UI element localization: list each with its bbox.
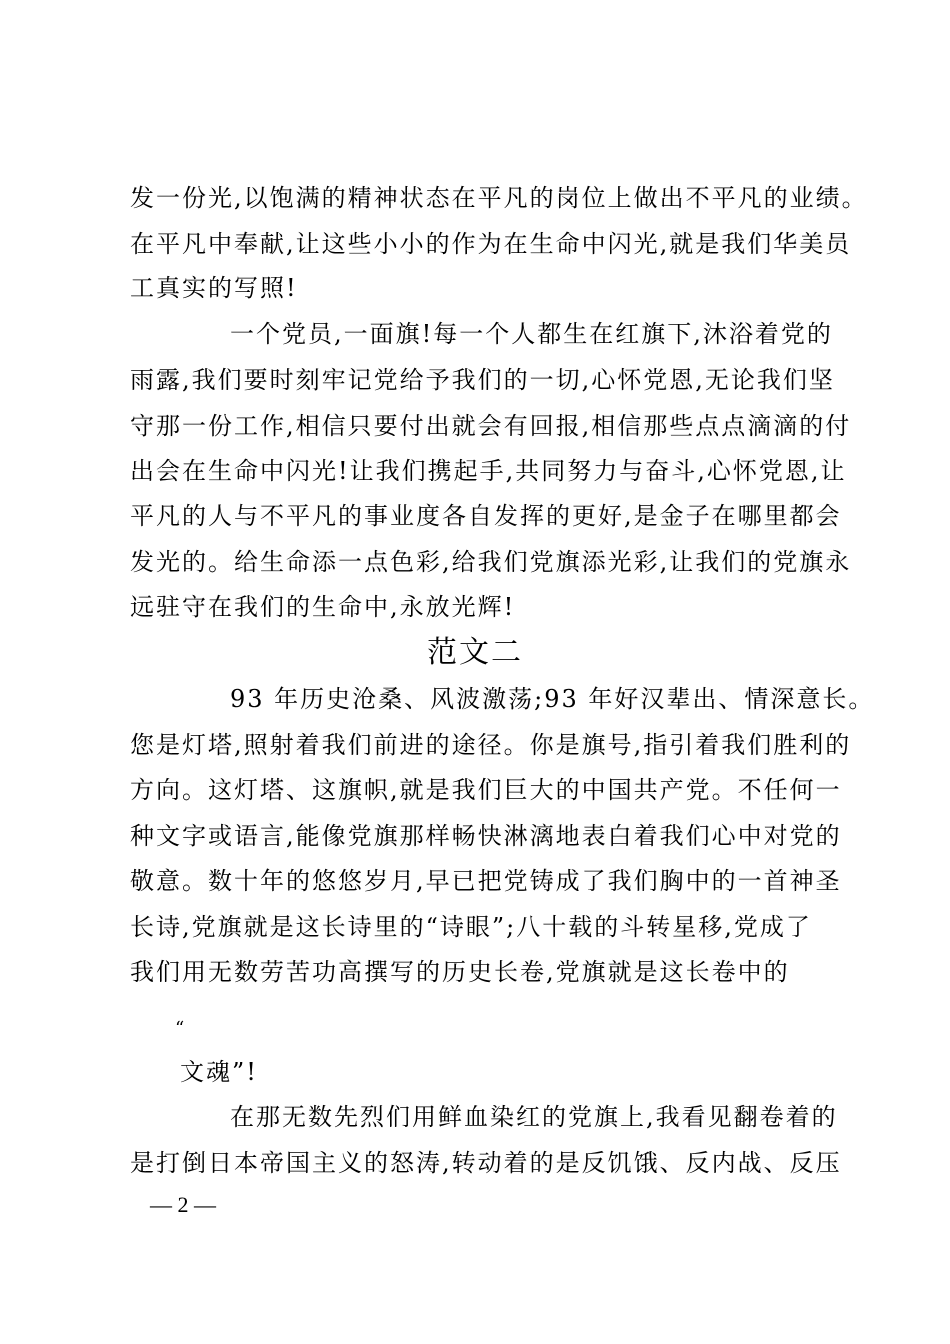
paragraph-3-line-3: 方向。这灯塔、这旗帜,就是我们巨大的中国共产党。不任何一 (130, 776, 842, 804)
paragraph-2-line-6: 发光的。给生命添一点色彩,给我们党旗添光彩,让我们的党旗永 (130, 548, 852, 576)
paragraph-3-line-4: 种文字或语言,能像党旗那样畅快淋漓地表白着我们心中对党的 (130, 822, 842, 850)
paragraph-3-line-5: 敬意。数十年的悠悠岁月,早已把党铸成了我们胸中的一首神圣 (130, 867, 842, 895)
paragraph-2-line-7: 远驻守在我们的生命中,永放光辉! (130, 593, 516, 621)
section-heading: 范文二 (427, 635, 523, 670)
paragraph-1-line-1: 发一份光,以饱满的精神状态在平凡的岗位上做出不平凡的业绩。 (130, 184, 868, 212)
paragraph-2-line-1: 一个党员,一面旗!每一个人都生在红旗下,沐浴着党的 (230, 320, 833, 348)
paragraph-1-line-2: 在平凡中奉献,让这些小小的作为在生命中闪光,就是我们华美员 (130, 230, 852, 258)
paragraph-3-line-7: 我们用无数劳苦功高撰写的历史长卷,党旗就是这长卷中的 (130, 958, 790, 986)
quote-mark: “ (175, 1018, 187, 1039)
paragraph-2-line-2: 雨露,我们要时刻牢记党给予我们的一切,心怀党恩,无论我们坚 (130, 366, 835, 394)
paragraph-3-line-1: 93 年历史沧桑、风波激荡;93 年好汉辈出、情深意长。 (230, 685, 875, 713)
paragraph-1-line-3: 工真实的写照! (130, 274, 298, 302)
paragraph-4-line-2: 是打倒日本帝国主义的怒涛,转动着的是反饥饿、反内战、反压 (130, 1149, 842, 1177)
paragraph-2-line-4: 出会在生命中闪光!让我们携起手,共同努力与奋斗,心怀党恩,让 (130, 457, 847, 485)
paragraph-3-line-2: 您是灯塔,照射着我们前进的途径。你是旗号,指引着我们胜利的 (130, 731, 852, 759)
paragraph-2-line-5: 平凡的人与不平凡的事业度各自发挥的更好,是金子在哪里都会 (130, 502, 842, 530)
page-number: — 2 — (150, 1192, 216, 1217)
paragraph-3-line-6: 长诗,党旗就是这长诗里的“诗眼”;八十载的斗转星移,党成了 (130, 913, 812, 941)
paragraph-2-line-3: 守那一份工作,相信只要付出就会有回报,相信那些点点滴滴的付 (130, 412, 852, 440)
paragraph-4-line-1: 在那无数先烈们用鲜血染红的党旗上,我看见翻卷着的 (230, 1103, 838, 1131)
paragraph-3-end: 文魂”! (180, 1058, 258, 1086)
